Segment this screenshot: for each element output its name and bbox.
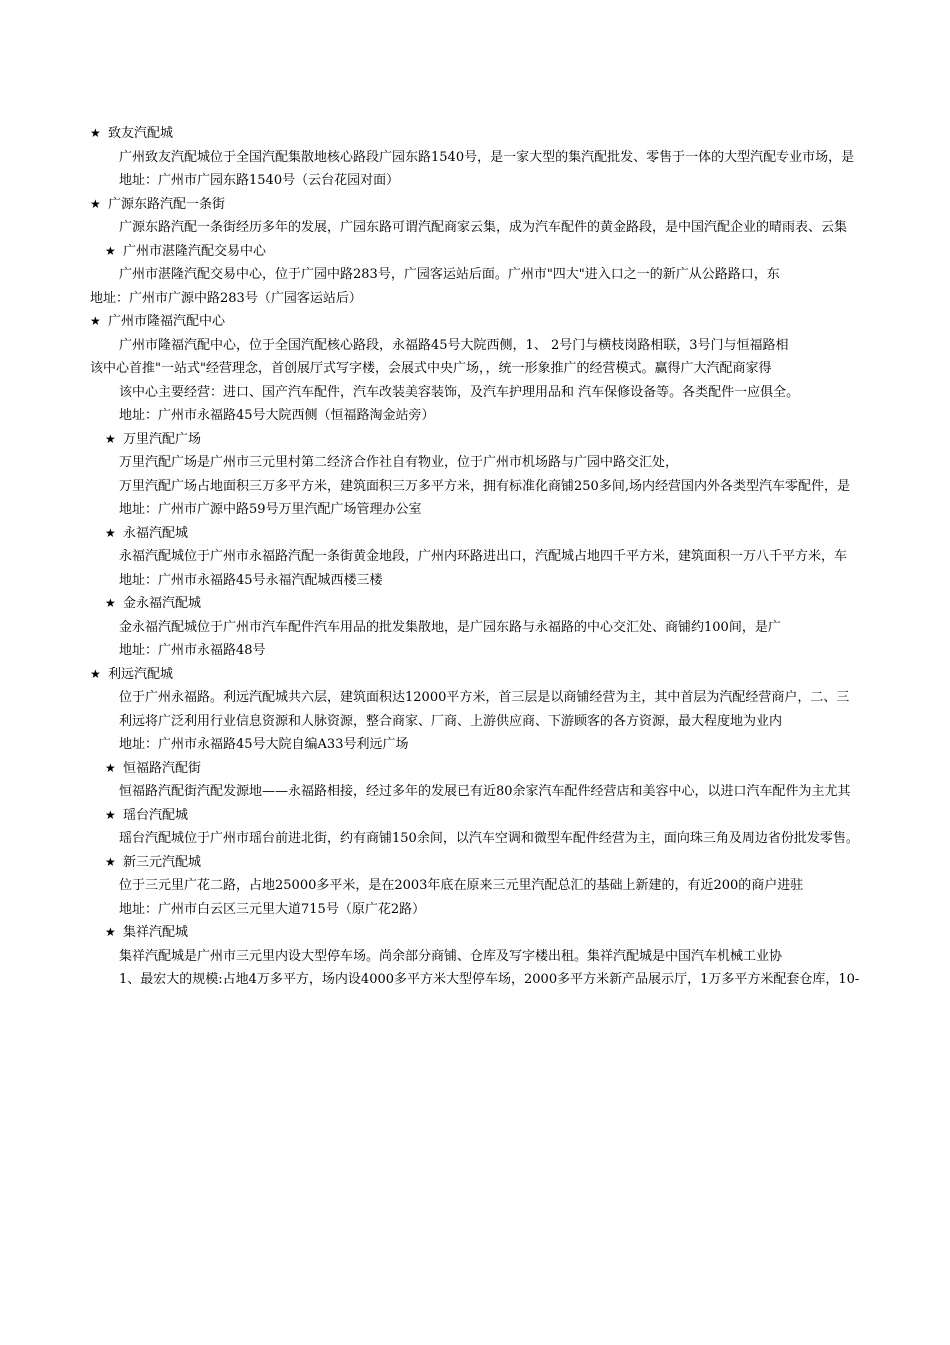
star-bullet-icon: ★ [105, 807, 116, 822]
star-bullet-icon: ★ [105, 525, 116, 540]
heading-text: 广州市隆福汽配中心 [108, 314, 226, 329]
paragraph-line [0, 639, 950, 663]
paragraph-text: 该中心首推"一站式"经营理念，首创展厅式写字楼，会展式中央广场，，统一形象推广的经营模式。赢得广大汽配商家得 [90, 361, 772, 376]
paragraph-text: 广源东路汽配一条街经历多年的发展，广园东路可谓汽配商家云集，成为汽车配件的黄金路段，是中国汽配企业的晴雨表、云集 [119, 220, 848, 235]
star-bullet-icon: ★ [105, 760, 116, 775]
paragraph-text: 金永福汽配城位于广州市汽车配件汽车用品的批发集散地，是广园东路与永福路的中心交汇处、商铺约100间，是广 [119, 619, 781, 635]
heading-text: 广州市湛隆汽配交易中心 [123, 243, 267, 259]
paragraph-line [0, 357, 950, 381]
paragraph-line [0, 263, 950, 287]
paragraph-line [0, 710, 950, 734]
paragraph-line [0, 287, 950, 311]
paragraph-line [0, 334, 950, 358]
heading-text: 广源东路汽配一条街 [108, 196, 226, 212]
section-heading [0, 240, 950, 264]
paragraph-text: 集祥汽配城是广州市三元里内设大型停车场。尚余部分商铺、仓库及写字楼出租。集祥汽配城是中国汽车机械工业协 [119, 948, 783, 964]
heading-text: 万里汽配广场 [123, 431, 202, 447]
heading-text: 永福汽配城 [123, 525, 189, 541]
section-heading [0, 522, 950, 546]
paragraph-text: 位于广州永福路。利远汽配城共六层，建筑面积达12000平方米，首三层是以商铺经营为主，其中首层为汽配经营商户，二、三 [119, 690, 850, 705]
heading-text: 利远汽配城 [108, 666, 174, 682]
paragraph-text: 地址：广州市永福路45号大院西侧（恒福路淘金站旁） [119, 408, 435, 423]
paragraph-line [0, 686, 950, 710]
paragraph-text: 永福汽配城位于广州市永福路汽配一条街黄金地段，广州内环路进出口，汽配城占地四千平方米，建筑面积一万八千平方米，车 [119, 549, 848, 564]
heading-text: 金永福汽配城 [123, 596, 202, 611]
paragraph-text: 万里汽配广场占地面积三万多平方米，建筑面积三万多平方米，拥有标准化商铺250多间,场内经营国内外各类型汽车零配件，是 [119, 478, 850, 494]
star-bullet-icon: ★ [105, 596, 116, 610]
heading-text: 集祥汽配城 [123, 925, 189, 940]
paragraph-text: 万里汽配广场是广州市三元里村第二经济合作社自有物业，位于广州市机场路与广园中路交汇处， [119, 455, 679, 470]
star-bullet-icon: ★ [90, 314, 101, 328]
star-bullet-icon: ★ [90, 666, 101, 681]
star-bullet-icon: ★ [90, 126, 101, 140]
heading-text: 致友汽配城 [108, 126, 174, 141]
paragraph-line [0, 827, 950, 851]
paragraph-line [0, 616, 950, 640]
paragraph-text: 地址：广州市广源中路283号（广园客运站后） [90, 290, 362, 306]
paragraph-text: 地址：广州市白云区三元里大道715号（原广花2路） [119, 901, 426, 917]
paragraph-line [0, 545, 950, 569]
star-bullet-icon: ★ [90, 196, 101, 211]
paragraph-line [0, 733, 950, 757]
paragraph-text: 位于三元里广花二路，占地25000多平米，是在2003年底在原来三元里汽配总汇的基础上新建的，有近200的商户进驻 [119, 878, 804, 893]
section-heading [0, 122, 950, 146]
document-page [0, 122, 950, 992]
paragraph-line [0, 569, 950, 593]
paragraph-text: 地址：广州市永福路45号永福汽配城西楼三楼 [119, 572, 383, 588]
paragraph-line [0, 968, 950, 992]
paragraph-text: 广州致友汽配城位于全国汽配集散地核心路段广园东路1540号，是一家大型的集汽配批发、零售于一体的大型汽配专业市场，是 [119, 149, 855, 165]
paragraph-text: 1、最宏大的规模:占地4万多平方，场内设4000多平方米大型停车场，2000多平方米新产品展示厅，1万多平方米配套仓库，10- [119, 972, 860, 987]
paragraph-text: 利远将广泛利用行业信息资源和人脉资源，整合商家、厂商、上游供应商、下游顾客的各方资源，最大程度地为业内 [119, 713, 783, 729]
section-heading [0, 193, 950, 217]
paragraph-text: 地址：广州市永福路48号 [119, 643, 266, 658]
paragraph-line [0, 475, 950, 499]
paragraph-line [0, 451, 950, 475]
paragraph-line [0, 780, 950, 804]
section-heading [0, 851, 950, 875]
star-bullet-icon: ★ [105, 925, 116, 939]
paragraph-text: 地址：广州市永福路45号大院自编A33号利远广场 [119, 737, 409, 752]
section-heading [0, 804, 950, 828]
paragraph-line [0, 146, 950, 170]
paragraph-line [0, 169, 950, 193]
heading-text: 新三元汽配城 [123, 854, 202, 870]
paragraph-line [0, 404, 950, 428]
paragraph-line [0, 945, 950, 969]
paragraph-line [0, 898, 950, 922]
section-heading [0, 310, 950, 334]
section-heading [0, 428, 950, 452]
heading-text: 瑶台汽配城 [123, 807, 189, 823]
paragraph-line [0, 381, 950, 405]
paragraph-text: 广州市隆福汽配中心，位于全国汽配核心路段，永福路45号大院西侧，1、 2号门与横枝岗路相联，3号门与恒福路相 [119, 337, 789, 353]
heading-text: 恒福路汽配街 [123, 760, 202, 776]
paragraph-text: 地址：广州市广园东路1540号（云台花园对面） [119, 173, 400, 188]
star-bullet-icon: ★ [105, 854, 116, 869]
paragraph-text: 广州市湛隆汽配交易中心，位于广园中路283号，广园客运站后面。广州市"四大"进入口之一的新广从公路路口，东 [119, 267, 780, 282]
section-heading [0, 663, 950, 687]
section-heading [0, 592, 950, 616]
section-heading [0, 921, 950, 945]
star-bullet-icon: ★ [105, 431, 116, 446]
paragraph-line [0, 498, 950, 522]
paragraph-text: 恒福路汽配街汽配发源地——永福路相接，经过多年的发展已有近80余家汽车配件经营店和美容中心，以进口汽车配件为主尤其 [119, 784, 851, 799]
section-heading [0, 757, 950, 781]
paragraph-text: 该中心主要经营：进口、国产汽车配件，汽车改装美容装饰，及汽车护理用品和 汽车保修设备等。各类配件一应俱全。 [119, 384, 800, 400]
paragraph-line [0, 874, 950, 898]
star-bullet-icon: ★ [105, 243, 116, 258]
paragraph-line [0, 216, 950, 240]
paragraph-text: 瑶台汽配城位于广州市瑶台前进北街，约有商铺150余间，以汽车空调和微型车配件经营为主，面向珠三角及周边省份批发零售。 [119, 831, 859, 846]
paragraph-text: 地址：广州市广源中路59号万里汽配广场管理办公室 [119, 502, 422, 517]
